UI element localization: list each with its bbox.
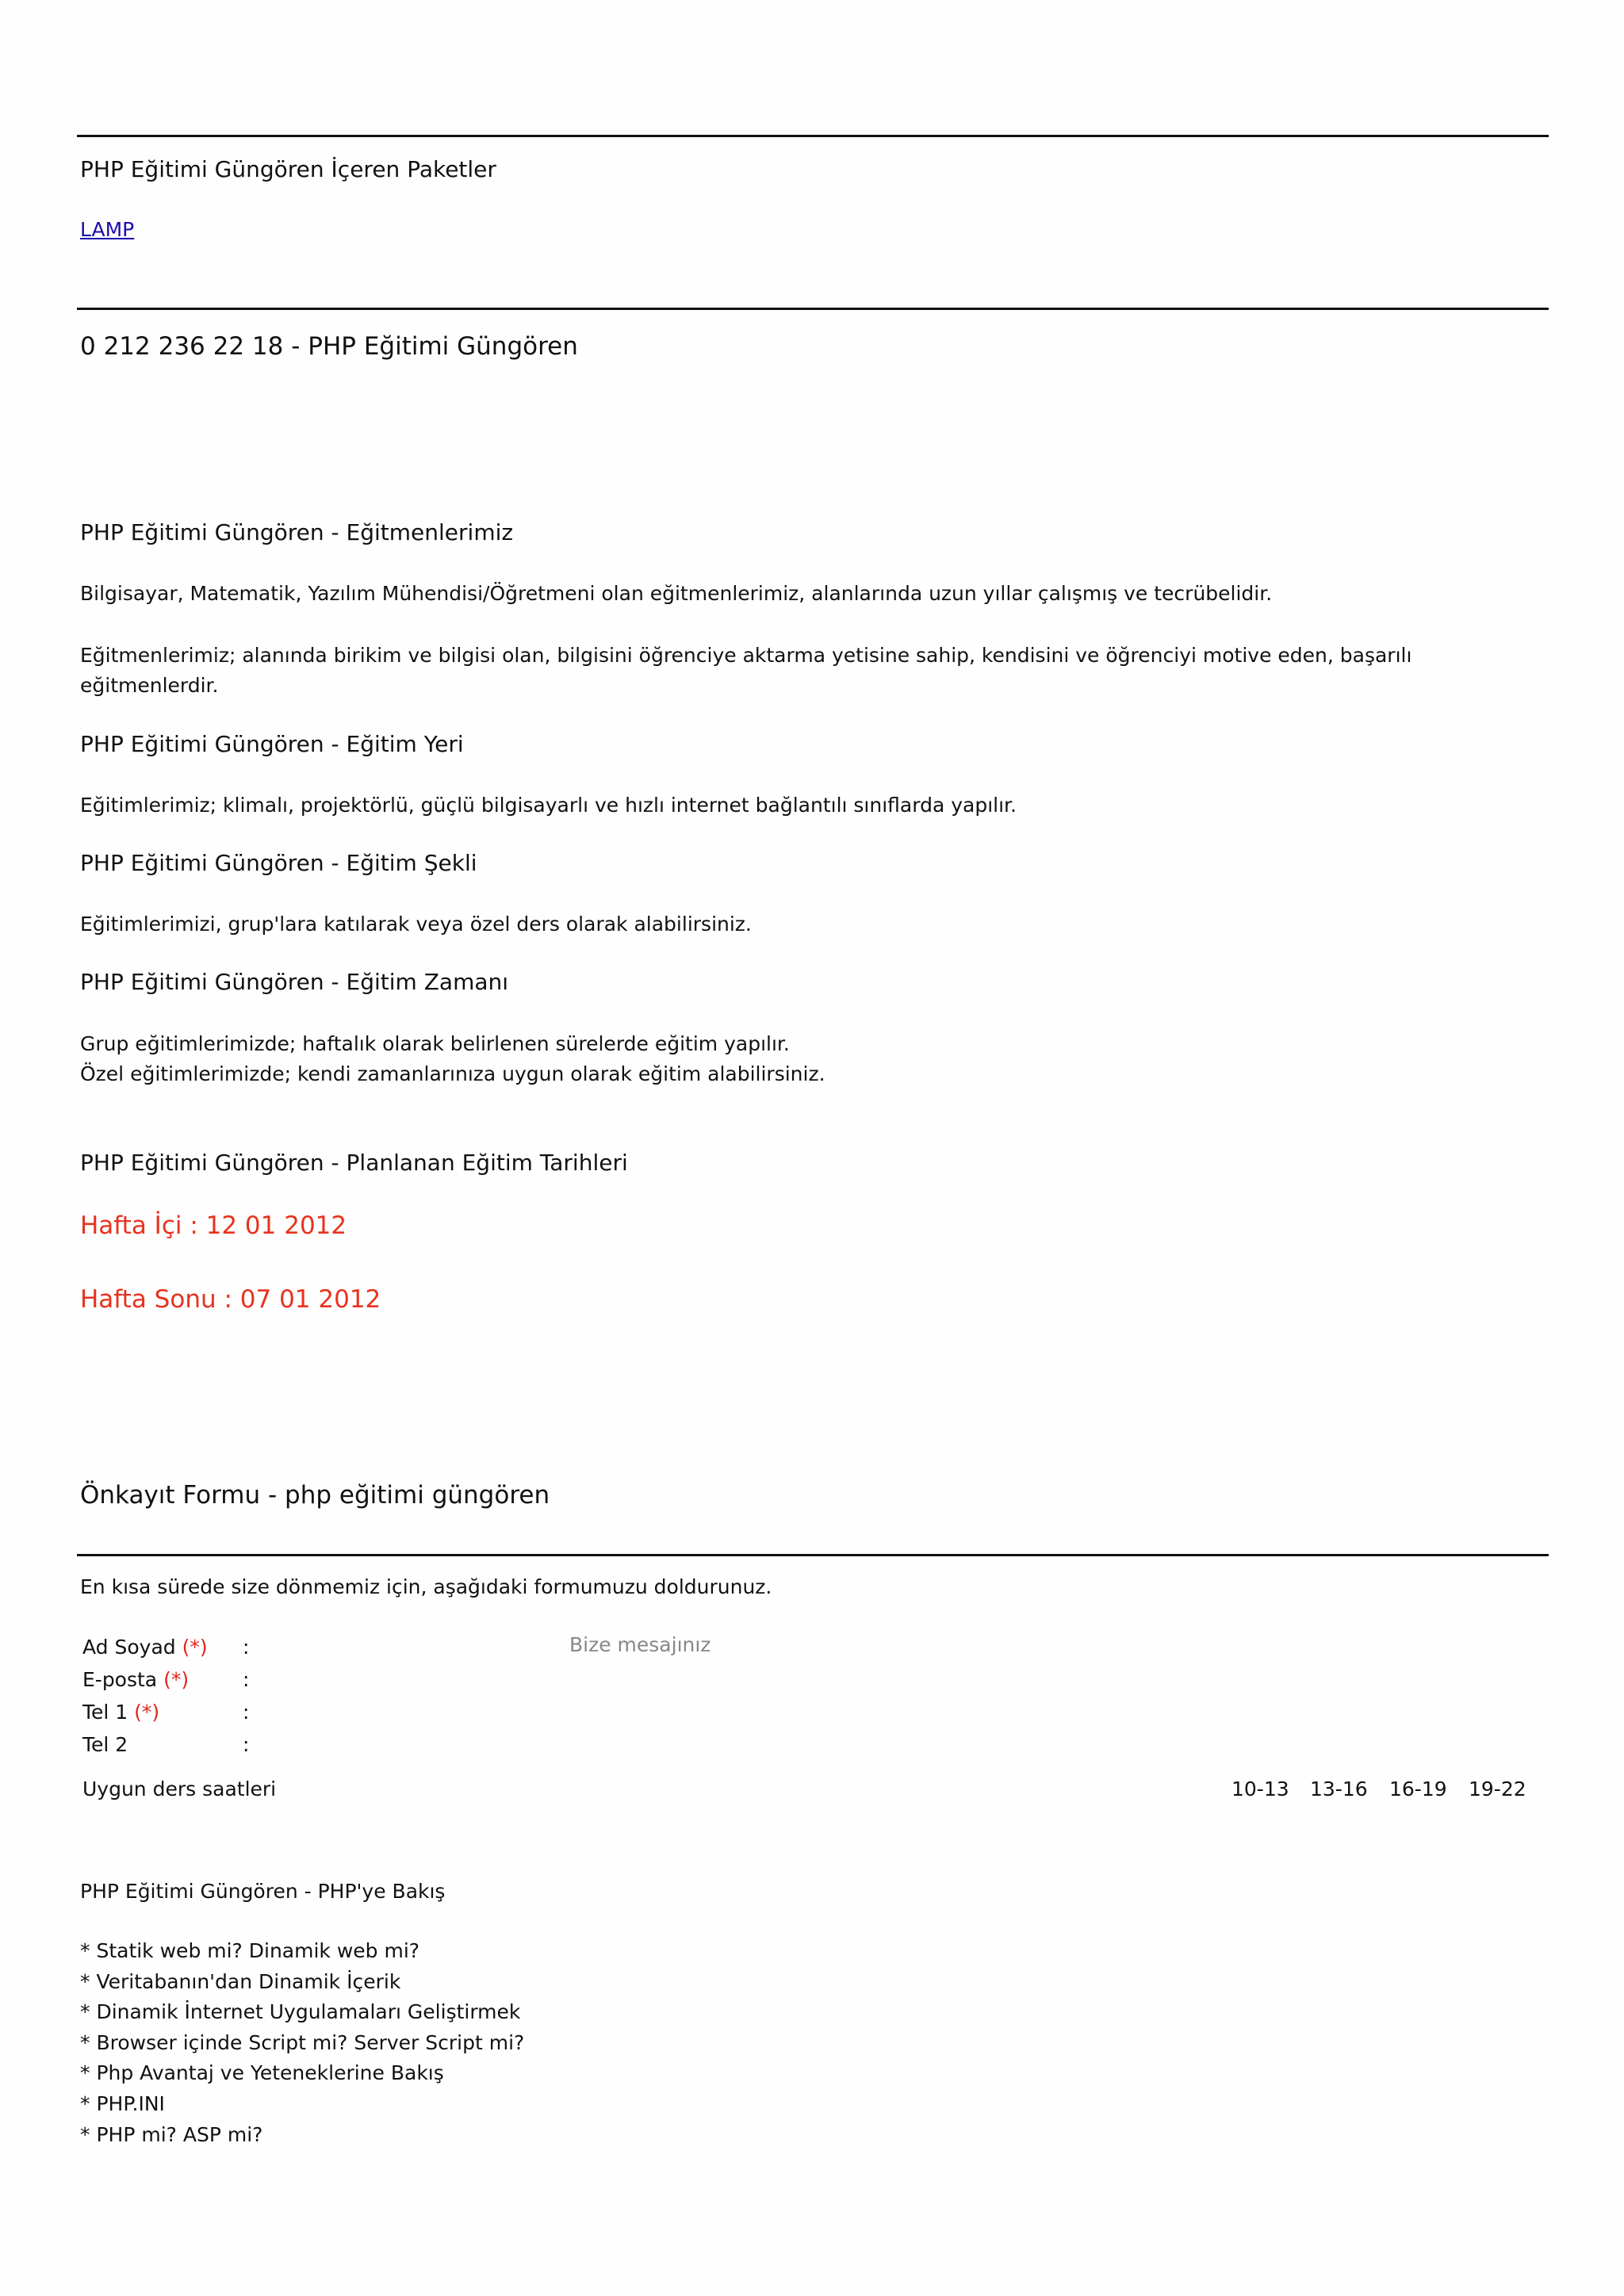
slot-19-22[interactable]: 19-22 xyxy=(1469,1777,1526,1800)
slot-10-13[interactable]: 10-13 xyxy=(1231,1777,1289,1800)
tel2-label xyxy=(82,1733,128,1757)
lamp-package-link[interactable]: LAMP xyxy=(80,218,135,241)
name-colon: : xyxy=(243,1636,250,1659)
tel1-colon: : xyxy=(243,1701,250,1724)
required-mark: (*) xyxy=(134,1701,160,1724)
place-paragraph: Eğitimlerimiz; klimalı, projektörlü, güçlü bilgisayarlı ve hızlı internet bağlantılı sınıflarda yapılır. xyxy=(80,794,1017,817)
email-label xyxy=(82,1668,189,1692)
overview-list xyxy=(80,1936,524,2150)
tel2-label-text: Tel 2 xyxy=(82,1733,128,1756)
email-input[interactable] xyxy=(262,1668,550,1693)
trainers-paragraph-2: Eğitmenlerimiz; alanında birikim ve bilgisi olan, bilgisini öğrenciye aktarma yetisine sahip, kendisini ve öğrenciyi motive eden, başarılı eğitmenlerdir. xyxy=(80,644,1412,697)
divider-form xyxy=(77,1554,1549,1556)
trainers-paragraph-1: Bilgisayar, Matematik, Yazılım Mühendisi/Öğretmeni olan eğitmenlerimiz, alanlarında uzun yıllar çalışmış ve tecrübelidir. xyxy=(80,582,1273,605)
style-paragraph: Eğitimlerimizi, grup'lara katılarak veya özel ders olarak alabilirsiniz. xyxy=(80,913,752,936)
required-mark: (*) xyxy=(163,1668,190,1691)
tel2-colon: : xyxy=(243,1733,250,1756)
message-textarea[interactable] xyxy=(569,1633,1045,1760)
list-item: * PHP.INI xyxy=(80,2091,165,2115)
list-item: * Browser içinde Script mi? Server Script mi? xyxy=(80,2030,525,2054)
list-item: * Veritabanın'dan Dinamik İçerik xyxy=(80,1969,401,1993)
name-input[interactable] xyxy=(262,1636,550,1661)
email-label-text: E-posta xyxy=(82,1668,158,1691)
list-item: * Dinamik İnternet Uygulamaları Geliştirmek xyxy=(80,2000,521,2024)
tel2-input[interactable] xyxy=(262,1733,550,1758)
list-item: * PHP mi? ASP mi? xyxy=(80,2122,263,2146)
time-paragraph-1: Grup eğitimlerimizde; haftalık olarak belirlenen sürelerde eğitim yapılır. xyxy=(80,1032,790,1055)
weekday-date: Hafta İçi : 12 01 2012 xyxy=(80,1211,347,1240)
hours-label: Uygun ders saatleri xyxy=(82,1777,277,1800)
weekend-date: Hafta Sonu : 07 01 2012 xyxy=(80,1285,381,1314)
divider-top xyxy=(77,135,1549,137)
form-intro: En kısa sürede size dönmemiz için, aşağıdaki formumuzu doldurunuz. xyxy=(80,1575,772,1598)
slot-13-16[interactable]: 13-16 xyxy=(1310,1777,1368,1800)
name-label xyxy=(82,1636,208,1659)
slot-16-19[interactable]: 16-19 xyxy=(1389,1777,1447,1800)
name-label-text: Ad Soyad xyxy=(82,1636,176,1659)
overview-heading: PHP Eğitimi Güngören - PHP'ye Bakış xyxy=(80,1880,446,1903)
list-item: * Statik web mi? Dinamik web mi? xyxy=(80,1939,420,1962)
email-colon: : xyxy=(243,1668,250,1691)
list-item: * Php Avantaj ve Yeteneklerine Bakış xyxy=(80,2061,444,2085)
place-heading: PHP Eğitimi Güngören - Eğitim Yeri xyxy=(80,731,464,757)
form-title: Önkayıt Formu - php eğitimi güngören xyxy=(80,1481,550,1510)
tel1-label xyxy=(82,1701,159,1724)
tel1-input[interactable] xyxy=(262,1701,550,1726)
packages-heading: PHP Eğitimi Güngören İçeren Paketler xyxy=(80,156,496,182)
tel1-label-text: Tel 1 xyxy=(82,1701,128,1724)
trainers-heading: PHP Eğitimi Güngören - Eğitmenlerimiz xyxy=(80,519,514,545)
time-paragraph-2: Özel eğitimlerimizde; kendi zamanlarınıza uygun olarak eğitim alabilirsiniz. xyxy=(80,1062,825,1085)
required-mark: (*) xyxy=(182,1636,208,1659)
divider-contact xyxy=(77,308,1549,310)
style-heading: PHP Eğitimi Güngören - Eğitim Şekli xyxy=(80,850,477,876)
time-heading: PHP Eğitimi Güngören - Eğitim Zamanı xyxy=(80,969,509,995)
contact-title: 0 212 236 22 18 - PHP Eğitimi Güngören xyxy=(80,332,578,361)
dates-heading: PHP Eğitimi Güngören - Planlanan Eğitim Tarihleri xyxy=(80,1150,628,1176)
